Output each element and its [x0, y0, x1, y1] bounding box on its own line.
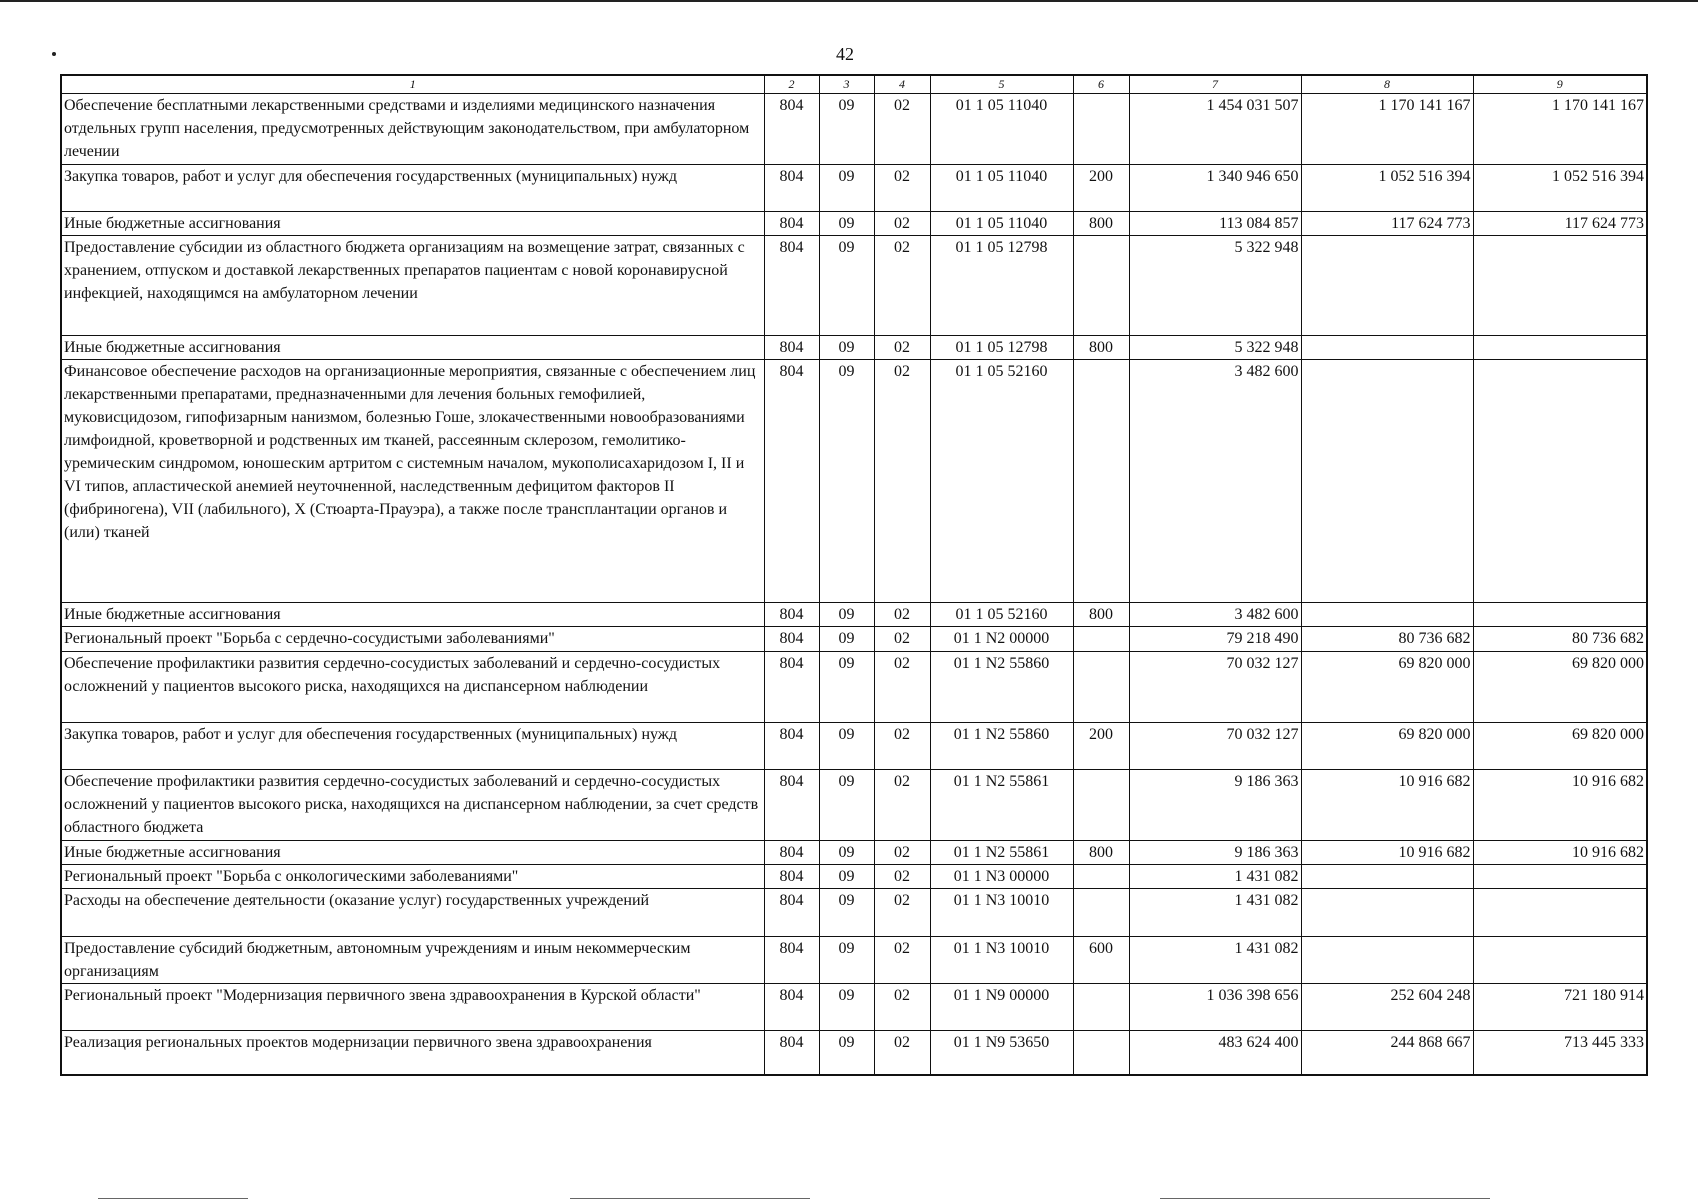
- cell-col5: 01 1 05 11040: [930, 165, 1073, 212]
- cell-col7: 1 036 398 656: [1129, 984, 1301, 1031]
- cell-col4: 02: [874, 94, 930, 165]
- cell-col4: 02: [874, 603, 930, 627]
- cell-col2: 804: [764, 984, 819, 1031]
- cell-col9: 69 820 000: [1473, 723, 1647, 770]
- cell-col7: 3 482 600: [1129, 360, 1301, 603]
- cell-col8: 69 820 000: [1301, 723, 1473, 770]
- table-row: [61, 94, 1647, 165]
- cell-col7: 1 454 031 507: [1129, 94, 1301, 165]
- cell-name: Региональный проект "Модернизация первичного звена здравоохранения в Курской области": [61, 984, 764, 1031]
- col-header-8: 8: [1301, 75, 1473, 94]
- cell-col2: 804: [764, 865, 819, 889]
- cell-col4: 02: [874, 1031, 930, 1075]
- cell-col8: 10 916 682: [1301, 770, 1473, 841]
- cell-col6: [1073, 652, 1129, 723]
- cell-col2: 804: [764, 652, 819, 723]
- cell-col9: 713 445 333: [1473, 1031, 1647, 1075]
- cell-col2: 804: [764, 770, 819, 841]
- cell-col9: [1473, 236, 1647, 336]
- cell-col4: 02: [874, 723, 930, 770]
- cell-col3: 09: [819, 165, 874, 212]
- cell-name: Расходы на обеспечение деятельности (оказание услуг) государственных учреждений: [61, 889, 764, 937]
- cell-col2: 804: [764, 236, 819, 336]
- cell-col7: 5 322 948: [1129, 336, 1301, 360]
- cell-col8: 252 604 248: [1301, 984, 1473, 1031]
- cell-col6: 200: [1073, 723, 1129, 770]
- cell-name: Предоставление субсидий бюджетным, автономным учреждениям и иным некоммерческим организациям: [61, 937, 764, 984]
- cell-col3: 09: [819, 984, 874, 1031]
- cell-col9: 69 820 000: [1473, 652, 1647, 723]
- cell-col5: 01 1 N3 10010: [930, 937, 1073, 984]
- cell-col3: 09: [819, 627, 874, 652]
- cell-col5: 01 1 N3 10010: [930, 889, 1073, 937]
- cell-col4: 02: [874, 336, 930, 360]
- cell-col6: 800: [1073, 212, 1129, 236]
- cell-col3: 09: [819, 360, 874, 603]
- cell-col5: 01 1 N2 55860: [930, 652, 1073, 723]
- cell-col6: 600: [1073, 937, 1129, 984]
- cell-col4: 02: [874, 984, 930, 1031]
- cell-name: Иные бюджетные ассигнования: [61, 603, 764, 627]
- cell-col8: 10 916 682: [1301, 841, 1473, 865]
- table-row: [61, 652, 1647, 723]
- cell-col9: 1 052 516 394: [1473, 165, 1647, 212]
- cell-col3: 09: [819, 603, 874, 627]
- table-row: [61, 984, 1647, 1031]
- cell-col9: [1473, 360, 1647, 603]
- cell-col3: 09: [819, 336, 874, 360]
- cell-col9: 721 180 914: [1473, 984, 1647, 1031]
- cell-name: Иные бюджетные ассигнования: [61, 212, 764, 236]
- cell-col6: [1073, 94, 1129, 165]
- cell-name: Иные бюджетные ассигнования: [61, 841, 764, 865]
- cell-col6: [1073, 889, 1129, 937]
- table-row: [61, 360, 1647, 603]
- table-body: [61, 94, 1647, 1075]
- cell-col8: 80 736 682: [1301, 627, 1473, 652]
- cell-col5: 01 1 05 52160: [930, 603, 1073, 627]
- cell-col8: 1 052 516 394: [1301, 165, 1473, 212]
- page-top-border: [0, 0, 1698, 2]
- table-row: [61, 236, 1647, 336]
- cell-col2: 804: [764, 937, 819, 984]
- cell-col3: 09: [819, 723, 874, 770]
- col-header-6: 6: [1073, 75, 1129, 94]
- cell-col7: 79 218 490: [1129, 627, 1301, 652]
- cell-col4: 02: [874, 212, 930, 236]
- cell-col3: 09: [819, 889, 874, 937]
- cell-col8: [1301, 236, 1473, 336]
- cell-col6: 200: [1073, 165, 1129, 212]
- cell-name: Обеспечение бесплатными лекарственными средствами и изделиями медицинского назначения отдельных групп населения, предусмотренных действующим законодательством, при амбулаторном лечении: [61, 94, 764, 165]
- cell-col5: 01 1 05 52160: [930, 360, 1073, 603]
- cell-col3: 09: [819, 94, 874, 165]
- cell-col2: 804: [764, 165, 819, 212]
- cell-col3: 09: [819, 937, 874, 984]
- cell-col7: 483 624 400: [1129, 1031, 1301, 1075]
- cell-col8: [1301, 603, 1473, 627]
- table-row: [61, 603, 1647, 627]
- cell-col6: 800: [1073, 603, 1129, 627]
- cell-col7: 113 084 857: [1129, 212, 1301, 236]
- cell-col4: 02: [874, 652, 930, 723]
- cell-col2: 804: [764, 212, 819, 236]
- cell-col9: 10 916 682: [1473, 841, 1647, 865]
- cell-col6: 800: [1073, 841, 1129, 865]
- cell-col2: 804: [764, 336, 819, 360]
- cell-col9: [1473, 865, 1647, 889]
- page-number: 42: [836, 44, 854, 64]
- cell-name: Финансовое обеспечение расходов на организационные мероприятия, связанные с обеспечением лиц лекарственными препаратами, предназначенными для лечения больных гемофилией, муковисцидозом, гипофизарным нанизмом, болезнью Гоше, злокачественными новообразованиями лимфоидной, кроветворной и родственных им тканей, рассеянным склерозом, гемолитико-уремическим синдромом, юношеским артритом с системным началом, мукополисахаридозом I, II и VI типов, апластической анемией неуточненной, наследственным дефицитом факторов II (фибриногена), VII (лабильного), X (Стюарта-Прауэра), а также после трансплантации органов и (или) тканей: [61, 360, 764, 603]
- cell-col7: 1 431 082: [1129, 889, 1301, 937]
- cell-col9: [1473, 889, 1647, 937]
- cell-col5: 01 1 N2 00000: [930, 627, 1073, 652]
- cell-col5: 01 1 05 12798: [930, 236, 1073, 336]
- cell-col9: 80 736 682: [1473, 627, 1647, 652]
- col-header-9: 9: [1473, 75, 1647, 94]
- table-row: [61, 627, 1647, 652]
- cell-name: Региональный проект "Борьба с онкологическими заболеваниями": [61, 865, 764, 889]
- cell-col3: 09: [819, 865, 874, 889]
- cell-col2: 804: [764, 603, 819, 627]
- cell-col4: 02: [874, 165, 930, 212]
- cell-col7: 1 340 946 650: [1129, 165, 1301, 212]
- table-row: [61, 937, 1647, 984]
- cell-col8: 244 868 667: [1301, 1031, 1473, 1075]
- cell-name: Закупка товаров, работ и услуг для обеспечения государственных (муниципальных) нужд: [61, 723, 764, 770]
- cell-col8: [1301, 865, 1473, 889]
- cell-col6: 800: [1073, 336, 1129, 360]
- cell-name: Реализация региональных проектов модернизации первичного звена здравоохранения: [61, 1031, 764, 1075]
- cell-col5: 01 1 05 12798: [930, 336, 1073, 360]
- table-row: [61, 723, 1647, 770]
- footer-rule-left: [98, 1198, 248, 1199]
- cell-col5: 01 1 N2 55860: [930, 723, 1073, 770]
- cell-col2: 804: [764, 94, 819, 165]
- table-row: [61, 841, 1647, 865]
- cell-name: Обеспечение профилактики развития сердечно-сосудистых заболеваний и сердечно-сосудистых осложнений у пациентов высокого риска, находящихся на диспансерном наблюдении, за счет средств областного бюджета: [61, 770, 764, 841]
- cell-col3: 09: [819, 212, 874, 236]
- column-number-row: [61, 75, 1647, 94]
- cell-col5: 01 1 05 11040: [930, 212, 1073, 236]
- cell-col2: 804: [764, 1031, 819, 1075]
- cell-col4: 02: [874, 770, 930, 841]
- cell-col4: 02: [874, 841, 930, 865]
- scan-dot: [52, 52, 56, 56]
- cell-col5: 01 1 05 11040: [930, 94, 1073, 165]
- cell-col6: [1073, 236, 1129, 336]
- col-header-1: 1: [61, 75, 764, 94]
- cell-col5: 01 1 N2 55861: [930, 770, 1073, 841]
- table-row: [61, 336, 1647, 360]
- cell-col9: [1473, 937, 1647, 984]
- cell-col2: 804: [764, 360, 819, 603]
- table-row: [61, 1031, 1647, 1075]
- cell-col7: 1 431 082: [1129, 937, 1301, 984]
- footer-rule-right: [1160, 1198, 1490, 1199]
- cell-col7: 9 186 363: [1129, 841, 1301, 865]
- col-header-7: 7: [1129, 75, 1301, 94]
- cell-col5: 01 1 N9 53650: [930, 1031, 1073, 1075]
- cell-col8: [1301, 889, 1473, 937]
- table-row: [61, 212, 1647, 236]
- cell-col4: 02: [874, 627, 930, 652]
- budget-table: [60, 74, 1648, 1076]
- col-header-3: 3: [819, 75, 874, 94]
- cell-col7: 1 431 082: [1129, 865, 1301, 889]
- cell-col6: [1073, 627, 1129, 652]
- cell-col7: 5 322 948: [1129, 236, 1301, 336]
- cell-col6: [1073, 770, 1129, 841]
- table-row: [61, 865, 1647, 889]
- cell-col2: 804: [764, 627, 819, 652]
- cell-name: Региональный проект "Борьба с сердечно-сосудистыми заболеваниями": [61, 627, 764, 652]
- footer-rule-center: [570, 1198, 810, 1199]
- cell-col5: 01 1 N9 00000: [930, 984, 1073, 1031]
- cell-col3: 09: [819, 841, 874, 865]
- cell-col9: 1 170 141 167: [1473, 94, 1647, 165]
- cell-col6: [1073, 360, 1129, 603]
- cell-col9: [1473, 603, 1647, 627]
- cell-col5: 01 1 N3 00000: [930, 865, 1073, 889]
- cell-col2: 804: [764, 841, 819, 865]
- cell-name: Закупка товаров, работ и услуг для обеспечения государственных (муниципальных) нужд: [61, 165, 764, 212]
- cell-col8: [1301, 937, 1473, 984]
- cell-col8: [1301, 360, 1473, 603]
- cell-name: Иные бюджетные ассигнования: [61, 336, 764, 360]
- cell-col8: 69 820 000: [1301, 652, 1473, 723]
- cell-col7: 70 032 127: [1129, 723, 1301, 770]
- cell-col3: 09: [819, 652, 874, 723]
- cell-col9: [1473, 336, 1647, 360]
- cell-col8: [1301, 336, 1473, 360]
- cell-col8: 1 170 141 167: [1301, 94, 1473, 165]
- col-header-2: 2: [764, 75, 819, 94]
- cell-col7: 9 186 363: [1129, 770, 1301, 841]
- col-header-5: 5: [930, 75, 1073, 94]
- cell-col9: 10 916 682: [1473, 770, 1647, 841]
- table-row: [61, 889, 1647, 937]
- table-row: [61, 770, 1647, 841]
- cell-col6: [1073, 984, 1129, 1031]
- cell-col4: 02: [874, 865, 930, 889]
- col-header-4: 4: [874, 75, 930, 94]
- cell-col9: 117 624 773: [1473, 212, 1647, 236]
- cell-name: Обеспечение профилактики развития сердечно-сосудистых заболеваний и сердечно-сосудистых осложнений у пациентов высокого риска, находящихся на диспансерном наблюдении: [61, 652, 764, 723]
- cell-col5: 01 1 N2 55861: [930, 841, 1073, 865]
- cell-col4: 02: [874, 236, 930, 336]
- cell-col7: 3 482 600: [1129, 603, 1301, 627]
- table-row: [61, 165, 1647, 212]
- cell-col4: 02: [874, 937, 930, 984]
- cell-col3: 09: [819, 770, 874, 841]
- cell-col3: 09: [819, 236, 874, 336]
- cell-name: Предоставление субсидии из областного бюджета организациям на возмещение затрат, связанных с хранением, отпуском и доставкой лекарственных препаратов пациентам с новой коронавирусной инфекцией, находящимся на амбулаторном лечении: [61, 236, 764, 336]
- cell-col6: [1073, 865, 1129, 889]
- cell-col2: 804: [764, 889, 819, 937]
- cell-col7: 70 032 127: [1129, 652, 1301, 723]
- cell-col6: [1073, 1031, 1129, 1075]
- cell-col2: 804: [764, 723, 819, 770]
- cell-col3: 09: [819, 1031, 874, 1075]
- cell-col4: 02: [874, 889, 930, 937]
- cell-col4: 02: [874, 360, 930, 603]
- cell-col8: 117 624 773: [1301, 212, 1473, 236]
